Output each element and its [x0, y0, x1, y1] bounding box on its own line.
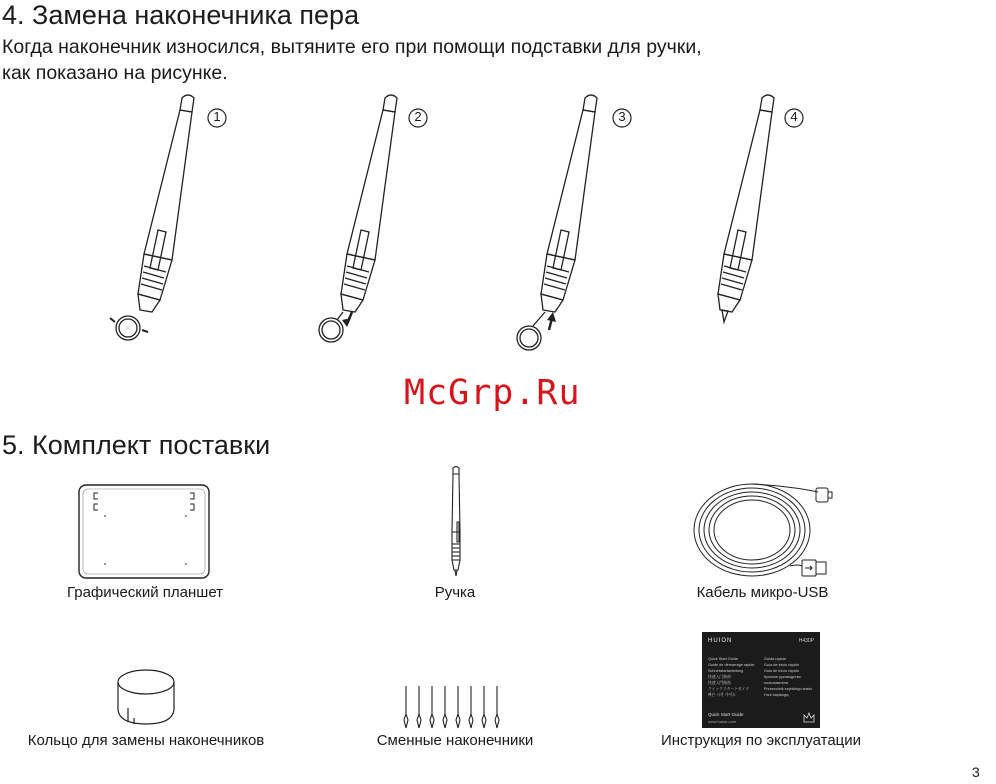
ring-caption: Кольцо для замены наконечников	[27, 732, 265, 749]
manual-entry: 快速入门指南	[708, 675, 731, 679]
pen-illustration	[445, 466, 467, 584]
manual-model: H430P	[798, 638, 814, 644]
manual-entry: Przewodnik szybkiego startu	[764, 687, 813, 691]
step-1-illustration	[100, 90, 280, 350]
step-3-number: 3	[618, 109, 626, 124]
step-4-number: 4	[790, 109, 798, 124]
manual-entries-left	[708, 656, 762, 698]
manual-entry: Guía de inicio rápido	[764, 663, 799, 667]
manual-caption: Инструкция по эксплуатации	[660, 732, 862, 749]
nibs-illustration	[400, 684, 512, 730]
ring-illustration	[112, 662, 180, 730]
page-number: 3	[972, 764, 980, 780]
manual-entry: Quick Start Guide	[708, 657, 738, 661]
watermark: McGrp.Ru	[404, 373, 581, 413]
manual-logo-icon	[802, 710, 816, 724]
step-2-number: 2	[414, 109, 422, 124]
manual-entry: 快速入門指南	[708, 681, 731, 685]
manual-footer-title: Quick Start Guide	[708, 712, 744, 717]
manual-entry: Краткое руководство пользователя	[764, 675, 801, 685]
manual-entries-right	[764, 656, 818, 698]
manual-brand: HUION	[708, 638, 733, 644]
cable-illustration	[690, 478, 840, 583]
step-4-illustration	[680, 90, 860, 330]
tablet-caption: Графический планшет	[66, 584, 224, 601]
section-4-title: 4. Замена наконечника пера	[2, 0, 360, 30]
step-3-illustration	[505, 90, 685, 360]
manual-entry: Guia de início rápido	[764, 669, 799, 673]
manual-footer-url: www.huion.com	[708, 719, 737, 724]
section-4-text-line-1: Когда наконечник износился, вытяните его при помощи подставки для ручки,	[2, 36, 702, 58]
manual-entry: Guide de démarrage rapide	[708, 663, 755, 667]
pen-caption: Ручка	[434, 584, 476, 601]
manual-entry: Hızlı başlangıç	[764, 693, 789, 697]
manual-cover	[702, 632, 820, 728]
step-2-illustration	[305, 90, 485, 350]
section-4-text-line-2: как показано на рисунке.	[2, 62, 228, 84]
manual-entry: 빠른 시작 가이드	[708, 693, 736, 697]
cable-caption: Кабель микро-USB	[696, 584, 829, 601]
manual-entry: Guida rapida	[764, 657, 786, 661]
tablet-illustration	[78, 484, 210, 579]
manual-entry: Schnellstartanleitung	[708, 669, 744, 673]
section-5-title: 5. Комплект поставки	[2, 430, 271, 460]
manual-entry: クイックスタートガイド	[708, 687, 750, 691]
step-1-number: 1	[213, 109, 221, 124]
nibs-caption: Сменные наконечники	[376, 732, 534, 749]
